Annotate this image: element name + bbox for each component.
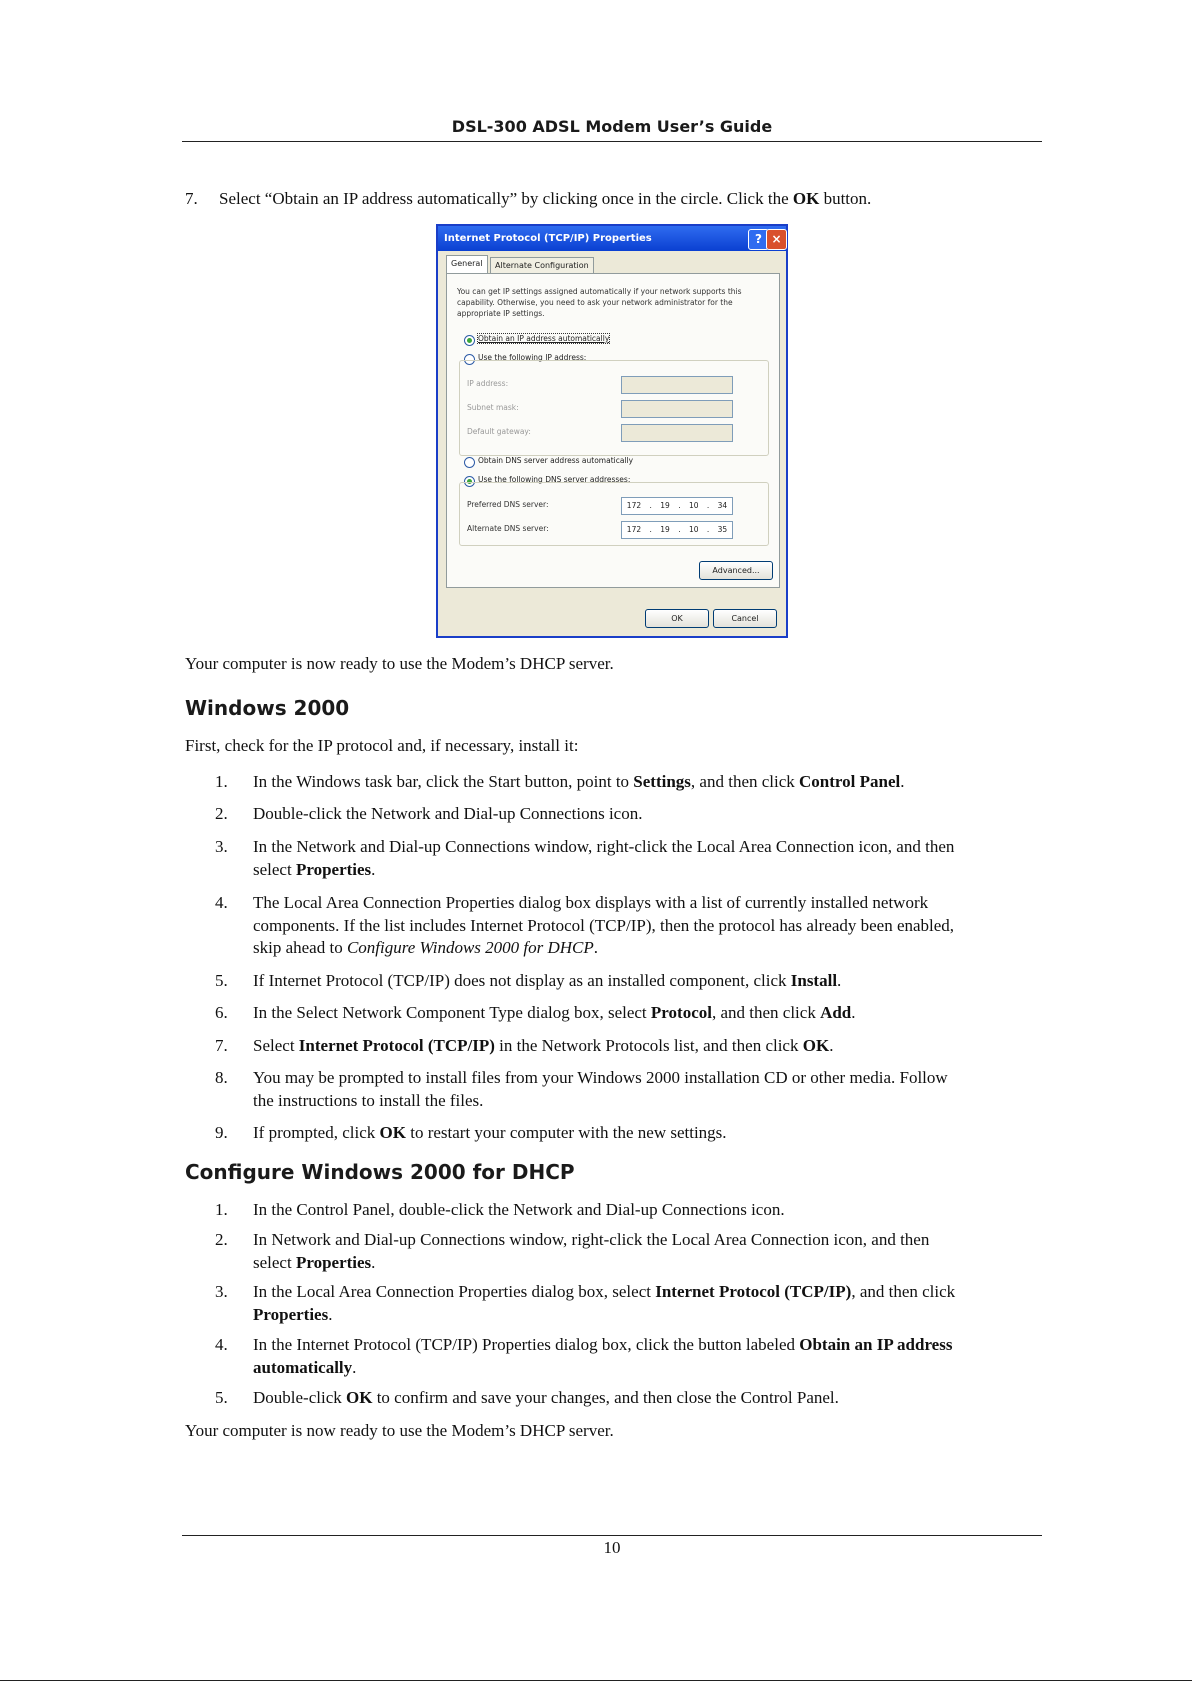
step-text: select (253, 859, 296, 879)
step-text: components. If the list includes Internet Protocol (TCP/IP), then the protocol has already been enabled, (253, 915, 955, 935)
subnet-mask-field[interactable] (621, 400, 733, 418)
step-bold: Properties (295, 1252, 372, 1272)
step-text: In the Windows task bar, click the Start button, point to (253, 772, 634, 791)
heading-configure-dhcp: Configure Windows 2000 for DHCP (185, 1160, 575, 1184)
dialog-description: You can get IP settings assigned automatically if your network supports this capability. Otherwise, you need to ask your network administrator for the appropriate IP settings. (457, 287, 742, 318)
step-text: to restart your computer with the new settings. (405, 1123, 727, 1142)
step-number: 1. (215, 1200, 228, 1219)
step-number: 1. (215, 772, 228, 791)
step-number: 7. (215, 1036, 228, 1055)
step-number: 3. (215, 1282, 228, 1301)
step-bold: Install (790, 971, 838, 990)
step-text: The Local Area Connection Properties dialog box displays with a list of currently installed network (253, 893, 929, 912)
header-rule (182, 141, 1042, 142)
step-number: 2. (215, 804, 228, 823)
step-text: In the Network and Dial-up Connections window, right-click the Local Area Connection icon, and then (253, 837, 955, 856)
step-text: Double-click the Network and Dial-up Connections icon. (253, 804, 643, 823)
step-number: 4. (215, 893, 228, 912)
ip-address-label: IP address: (467, 379, 509, 388)
help-icon[interactable]: ? (748, 229, 769, 250)
step-bold: OK (379, 1123, 406, 1142)
step-number: 2. (215, 1230, 228, 1249)
step-text: in the Network Protocols list, and then click (494, 1036, 803, 1055)
ready-text-2: Your computer is now ready to use the Modem’s DHCP server. (185, 1421, 614, 1440)
step-number: 4. (215, 1335, 228, 1354)
step-text: , and then click (690, 772, 800, 791)
step-text: Double-click (253, 1388, 346, 1407)
preferred-dns-label: Preferred DNS server: (467, 500, 549, 509)
alternate-dns-field[interactable]: 172 . 19 . 10 . 35 (621, 521, 733, 539)
step-bold: OK (802, 1036, 830, 1055)
obtain-dns-radio[interactable] (464, 457, 475, 468)
step-text: the instructions to install the files. (253, 1090, 484, 1110)
step-text: . (328, 1304, 333, 1324)
step-number: 8. (215, 1068, 228, 1087)
step-text: You may be prompted to install files from your Windows 2000 installation CD or other media. Follow (253, 1068, 948, 1087)
step-text: . (829, 1036, 834, 1055)
alternate-dns-label: Alternate DNS server: (467, 524, 549, 533)
step-text: In the Local Area Connection Properties dialog box, select (253, 1282, 656, 1301)
step-text: If prompted, click (253, 1123, 380, 1142)
step-bold: Obtain an IP address (799, 1335, 953, 1354)
step-bold: Settings (633, 772, 691, 791)
step-text: to confirm and save your changes, and then close the Control Panel. (372, 1388, 839, 1407)
tcpip-properties-dialog (436, 224, 788, 638)
step-text: skip ahead to (253, 938, 347, 957)
ready-text-1: Your computer is now ready to use the Modem’s DHCP server. (185, 654, 614, 673)
tab-alternate-configuration[interactable]: Alternate Configuration (490, 257, 594, 274)
step-bold: Internet Protocol (TCP/IP) (655, 1282, 852, 1301)
step-text: button. (819, 189, 872, 208)
step-text: In the Select Network Component Type dialog box, select (253, 1003, 651, 1022)
step-text: . (837, 971, 842, 990)
step-text: In the Control Panel, double-click the Network and Dial-up Connections icon. (253, 1200, 785, 1219)
windows-2000-intro: First, check for the IP protocol and, if necessary, install it: (185, 736, 579, 755)
general-panel (446, 273, 780, 588)
step-text: . (352, 1357, 357, 1377)
step-text: . (371, 859, 376, 879)
tab-general[interactable]: General (446, 255, 488, 274)
step-bold: Properties (295, 859, 372, 879)
close-icon[interactable]: × (766, 229, 787, 250)
step-text: In Network and Dial-up Connections window, right-click the Local Area Connection icon, and then (253, 1230, 930, 1249)
step-number: 6. (215, 1003, 228, 1022)
subnet-mask-label: Subnet mask: (467, 403, 519, 412)
step-bold: OK (346, 1388, 373, 1407)
obtain-dns-label: Obtain DNS server address automatically (478, 456, 634, 465)
step-number: 9. (215, 1123, 228, 1142)
step-text: Select “Obtain an IP address automatically” by clicking once in the circle. Click the (219, 189, 793, 208)
step-7 (185, 188, 1045, 211)
page-bottom-rule (0, 1680, 1192, 1681)
use-dns-label: Use the following DNS server addresses: (478, 475, 631, 484)
footer-rule (182, 1535, 1042, 1536)
step-bold: Properties (253, 1304, 329, 1324)
step-number: 5. (215, 1388, 228, 1407)
step-text: , and then click (851, 1282, 956, 1301)
step-bold: Protocol (650, 1003, 712, 1022)
cross-reference: Configure Windows 2000 for DHCP (346, 938, 594, 957)
use-ip-label: Use the following IP address: (478, 353, 587, 362)
running-header: DSL-300 ADSL Modem User’s Guide (451, 117, 773, 136)
step-text: If Internet Protocol (TCP/IP) does not display as an installed component, click (253, 971, 791, 990)
step-text: . (900, 772, 905, 791)
dialog-title: Internet Protocol (TCP/IP) Properties (438, 226, 786, 251)
step-text: Select (253, 1036, 299, 1055)
step-text: . (371, 1252, 376, 1272)
advanced-button[interactable]: Advanced... (699, 561, 773, 580)
heading-windows-2000: Windows 2000 (185, 696, 350, 720)
step-text: In the Internet Protocol (TCP/IP) Properties dialog box, click the button labeled (253, 1335, 800, 1354)
step-bold: automatically (253, 1357, 353, 1377)
default-gateway-label: Default gateway: (467, 427, 531, 436)
step-number: 7. (185, 189, 198, 208)
step-bold: Add (820, 1003, 852, 1022)
step-text: , and then click (711, 1003, 821, 1022)
step-text: . (593, 938, 599, 957)
step-number: 5. (215, 971, 228, 990)
ip-address-field[interactable] (621, 376, 733, 394)
step-bold: OK (792, 189, 820, 208)
ok-button[interactable]: OK (645, 609, 709, 628)
obtain-ip-radio[interactable] (464, 335, 475, 346)
cancel-button[interactable]: Cancel (713, 609, 777, 628)
default-gateway-field[interactable] (621, 424, 733, 442)
step-number: 3. (215, 837, 228, 856)
page-number: 10 (603, 1538, 621, 1557)
step-text: . (851, 1003, 856, 1022)
preferred-dns-field[interactable]: 172 . 19 . 10 . 34 (621, 497, 733, 515)
obtain-ip-label: Obtain an IP address automatically (478, 334, 610, 343)
step-text: select (253, 1252, 296, 1272)
step-bold: Control Panel (799, 772, 901, 791)
step-bold: Internet Protocol (TCP/IP) (298, 1036, 495, 1055)
